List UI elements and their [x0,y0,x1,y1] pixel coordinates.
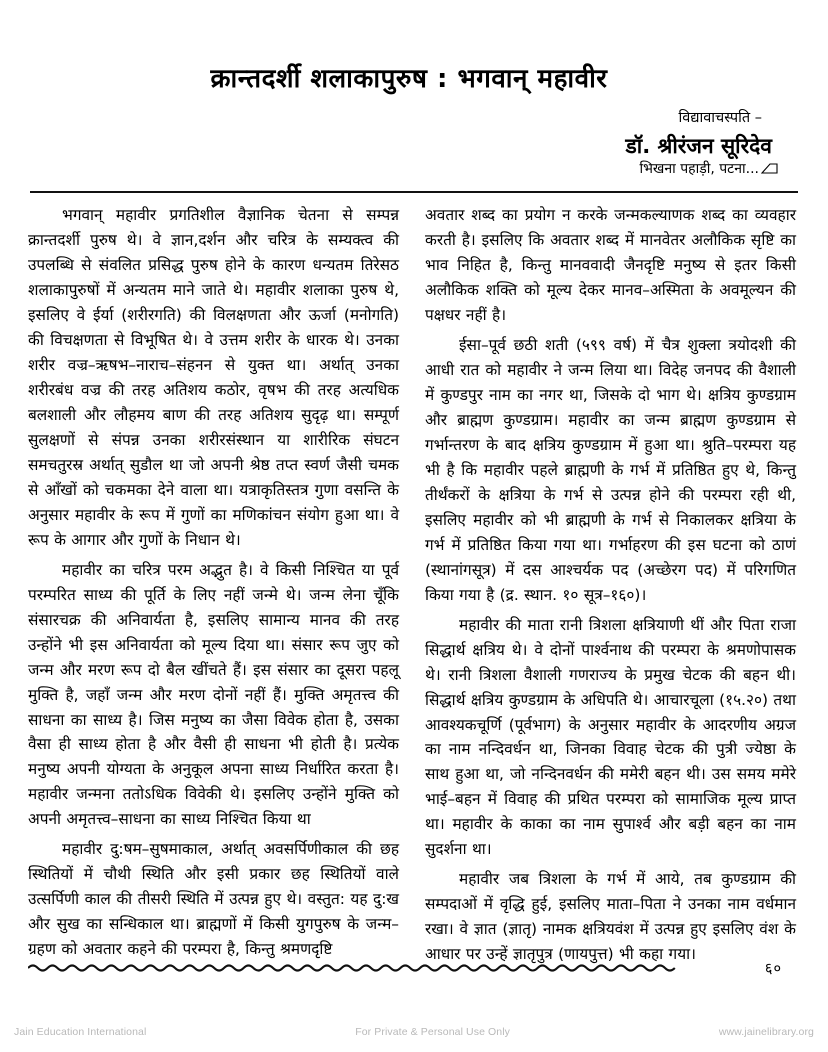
footer-right-link[interactable]: www.jainelibrary.org [718,1026,814,1038]
scan-footer [0,1026,828,1038]
byline-honorific: विद्यावाचस्पति – [678,110,762,127]
footer-center-text: For Private & Personal Use Only [355,1026,511,1038]
paragraph: महावीर का चरित्र परम अद्भुत है। वे किसी निश्चित या पूर्व परम्परित साध्य की पूर्ति के लिए नहीं जन्मे थे। जन्म लेना चूँकि संसारचक्र की अनिवार्यता है, इसलिए सामान्य मानव की तरह उन्होंने भी इस अनिवार्यता को मूल्य दिया था। संसार रूप जुए को जन्म और मरण रूप दो बैल खींचते हैं। इस संसार का दूसरा पहलू मुक्ति है, जहाँ जन्म और मरण दोनों नहीं हैं। मुक्ति अमृतत्त्व की साधना का साध्य है। जिस मनुष्य का जैसा विवेक होता है, उसका वैसा ही साध्य होता है और वैसी ही साधना भी होती है। प्रत्येक मनुष्य अपनी योग्यता के अनुकूल अपना साध्य निर्धारित करता है। महावीर जन्मना ततोऽधिक विवेकी थे। इसलिए उन्होंने मुक्ति को अपनी अमृतत्त्व–साधना का साध्य निश्चित किया था [28,560,399,829]
paragraph: ईसा–पूर्व छठी शती (५९९ वर्ष) में चैत्र शुक्ला त्रयोदशी की आधी रात को महावीर ने जन्म लिया था। विदेह जनपद की वैशाली में कुण्डपुर नाम का नगर था, जिसके दो भाग थे। क्षत्रिय कुण्डग्राम और ब्राह्मण कुण्डग्राम। महावीर का जन्म ब्राह्मण कुण्डग्राम से गर्भान्तरण के बाद क्षत्रिय कुण्डग्राम में हुआ था। श्रुति–परम्परा यह भी है कि महावीर पहले ब्राह्मणी के गर्भ में प्रतिष्ठित हुए थे, किन्तु तीर्थंकरों के क्षत्रिया के गर्भ से उत्पन्न होने की परम्परा रही थी, इसलिए महावीर को भी ब्राह्मणी के गर्भ से निकालकर क्षत्रिया के गर्भ में प्रतिष्ठित किया गया था। गर्भाहरण की इस घटना को ठाणं (स्थानांगसूत्र) में दस आश्चर्यक पद (अच्छेरग पद) में परिगणित किया गया है (द्र. स्थान. १० सूत्र–१६०)। [425,336,796,604]
byline-author: डॉ. श्रीरंजन सूरिदेव [625,134,772,159]
byline [28,109,800,178]
page-footer-ornament-row [28,958,800,988]
paragraph: महावीर की माता रानी त्रिशला क्षत्रियाणी थीं और पिता राजा सिद्धार्थ क्षत्रिय थे। वे दोनों पार्श्वनाथ की परम्परा के श्रमणोपासक थे। रानी त्रिशला वैशाली गणराज्य के प्रमुख चेटक की बहन थी। सिद्धार्थ क्षत्रिय कुण्डग्राम के अधिपति थे। आचारचूला (१५.२०) तथा आवश्यकचूर्णि (पूर्वभाग) के अनुसार महावीर के आदरणीय अग्रज का नाम नन्दिवर्धन था, जिनका विवाह चेटक की पुत्री ज्येष्ठा के साथ हुआ था, जो नन्दिनवर्धन की ममेरी बहन थी। उस समय ममेरे भाई–बहन में विवाह की प्रथित परम्परा को सामाजिक मूल्य प्राप्त था। महावीर के काका का नाम सुपार्श्व और बड़ी बहन का नाम सुदर्शना था। [425,615,797,859]
left-column [28,203,399,962]
byline-address [28,160,778,178]
paragraph: महावीर दु:षम–सुषमाकाल, अर्थात् अवसर्पिणीकाल की छह स्थितियों में चौथी स्थिति और इसी प्रकार छह स्थितियों वाले उत्सर्पिणी काल की तीसरी स्थिति में उत्पन्न हुए थे। वस्तुत: यह दु:ख और सुख का सन्धिकाल था। ब्राह्मणों में किसी युगपुरुष के जन्म–ग्रहण को अवतार कहने की परम्परा है, किन्तु श्रमणदृष्टि [28,840,399,959]
header-divider [30,191,798,193]
byline-address-text: भिखना पहाड़ी, पटना... [639,161,759,178]
page-title: क्रान्तदर्शी शलाकापुरुष : भगवान् महावीर [210,64,608,94]
paragraph: महावीर जब त्रिशला के गर्भ में आये, तब कुण्डग्राम की सम्पदाओं में वृद्धि हुई, इसलिए माता–पिता ने उनका नाम वर्धमान रखा। वे ज्ञात (ज्ञातृ) नामक क्षत्रियवंश में उत्पन्न हुए इसलिए वंश के आधार पर उन्हें ज्ञातृपुत्र (णायपुत्त) भी कहा गया। [425,870,796,964]
pen-flourish-icon [761,163,778,174]
masthead [28,0,800,178]
paragraph: अवतार शब्द का प्रयोग न करके जन्मकल्याणक शब्द का व्यवहार करती है। इसलिए कि अवतार शब्द में मानवेतर अलौकिक सृष्टि का भाव निहित है, किन्तु मानववादी जैनदृष्टि मनुष्य से इतर किसी अलौकिक शक्ति को मूल्य देकर मानव–अस्मिता के अवमूल्यन की पक्षधर नहीं है। [425,206,796,325]
page-number: ६० [764,961,782,977]
paragraph: भगवान् महावीर प्रगतिशील वैज्ञानिक चेतना से सम्पन्न क्रान्तदर्शी पुरुष थे। वे ज्ञान,दर्शन और चरित्र के सम्यक्त्व की उपलब्धि से संवलित प्रसिद्ध पुरुष होने के कारण धन्यतम तिरेसठ शलाकापुरुषों में अन्यतम माने जाते थे। महावीर शलाका पुरुष थे, इसलिए वे ईर्या (शरीरगति) की विलक्षणता और ऊर्जा (मनोगति) की विचक्षणता से विभूषित थे। वे उत्तम शरीर के धारक थे। उनका शरीर वज्र–ऋषभ–नाराच–संहनन से युक्त था। अर्थात् उनका शरीरबंध वज्र की तरह अतिशय कठोर, वृषभ की तरह अत्यधिक बलशाली और लौहमय बाण की तरह अतिशय सुदृढ़ था। सम्पूर्ण सुलक्षणों से संपन्न उनका शरीरसंस्थान या शारीरिक संघटन समचतुरस्र अर्थात् सुडौल था जो अपनी श्रेष्ठ तप्त स्वर्ण जैसी चमक से आँखों को चकमका देने वाला था। यत्राकृतिस्तत्र गुणा वसन्ति के अनुसार महावीर के रूप में गुणों का मणिकांचन संयोग हुआ था। वे रूप के आगार और गुणों के निधान थे। [28,206,399,549]
ornamental-divider [28,962,714,973]
body-columns [28,203,800,967]
right-column [425,203,796,967]
footer-left-text: Jain Education International [14,1026,147,1038]
